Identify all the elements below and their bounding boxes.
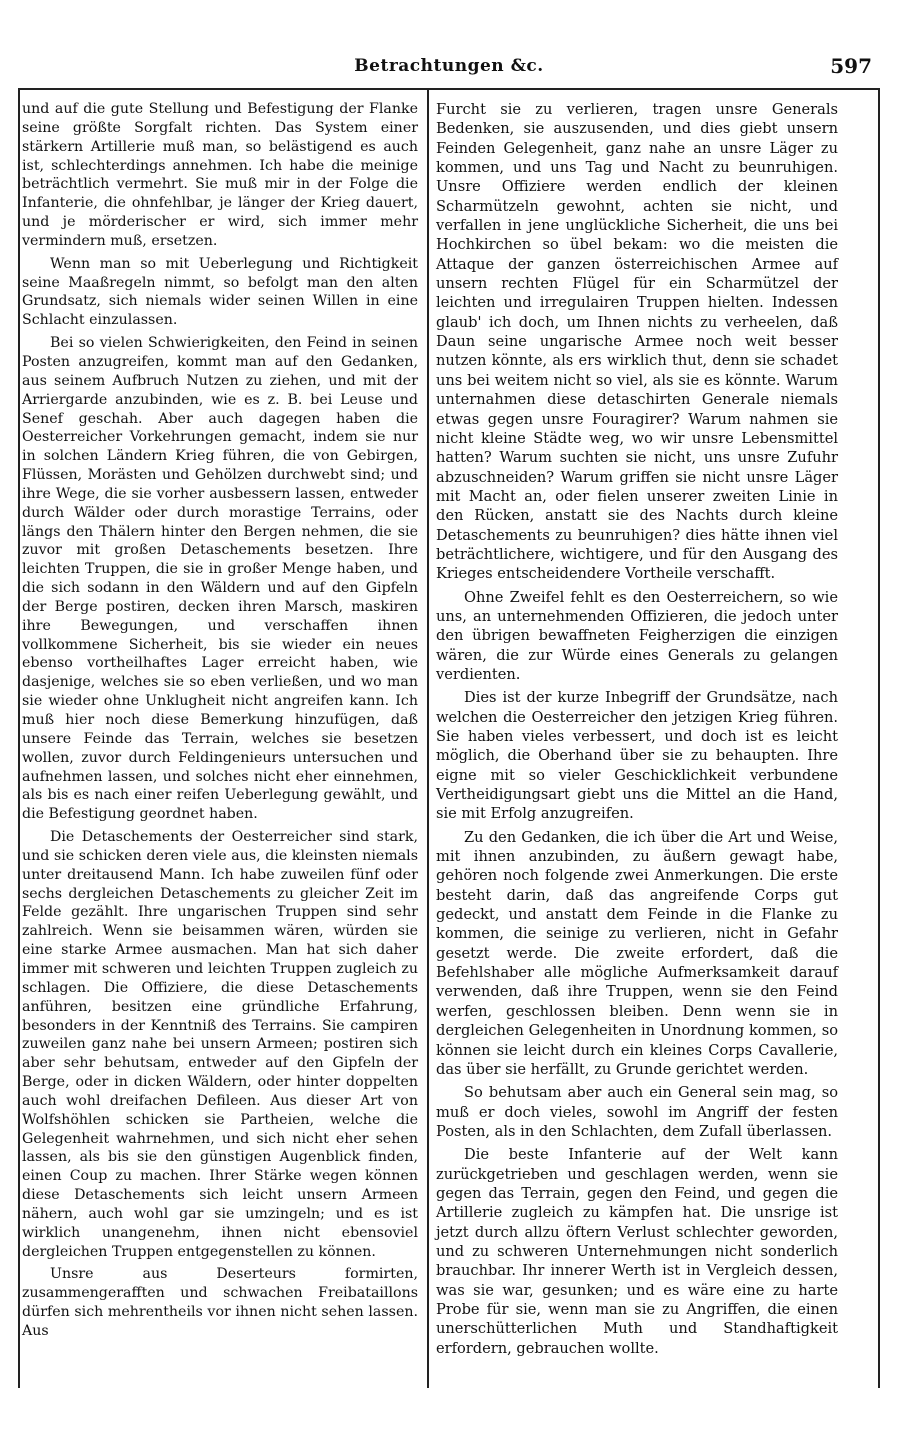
- left-text-column: [22, 100, 418, 1341]
- paragraph: Ohne Zweifel fehlt es den Oesterreichern, so wie uns, an unternehmenden Offizieren, die jedoch unter den übrigen bewaffneten Feigherzigen die einzigen wären, die zur Würde eines Generals zu gelangen verdienten.: [436, 588, 838, 683]
- paragraph: Bei so vielen Schwierigkeiten, den Feind in seinen Posten anzugreifen, kommt man auf den Gedanken, aus seinem Aufbruch Nutzen zu ziehen, und mit der Arriergarde anzubinden, wie es z. B. bei Leuse und Senef geschah. Aber auch dagegen haben die Oesterreicher Vorkehrungen gemacht, indem sie nur in solchen Ländern Krieg führen, die von Gebirgen, Flüssen, Morästen und Gehölzen durchwebt sind; und ihre Wege, die sie vorher ausbessern lassen, entweder durch Wälder oder durch morastige Terrains, oder längs den Thälern hinter den Bergen nehmen, die sie zuvor mit großen Detaschements besetzen. Ihre leichten Truppen, die sie in großer Menge haben, und die sich sodann in den Wäldern und auf den Gipfeln der Berge postiren, decken ihren Marsch, maskiren ihre Bewegungen, und verschaffen ihnen vollkommene Sicherheit, bis sie wieder ein neues ebenso vortheilhaftes Lager erreicht haben, wie dasjenige, welches sie so eben verließen, und wo man sie wieder ohne Unklugheit nicht angreifen kann. Ich muß hier noch diese Bemerkung hinzufügen, daß unsere Feinde das Terrain, welches sie besetzen wollen, zuvor durch Feldingenieurs untersuchen und aufnehmen lassen, und solches nicht eher einnehmen, als bis es nach einer reifen Ueberlegung gewählt, und die Befestigung geordnet haben.: [22, 335, 418, 823]
- paragraph: Wenn man so mit Ueberlegung und Richtigkeit seine Maaßregeln nimmt, so befolgt man den alten Grundsatz, sich niemals wider seinen Willen in eine Schlacht einzulassen.: [22, 255, 418, 329]
- right-text-column: [436, 100, 838, 1358]
- right-border-rule: [878, 88, 880, 1388]
- paragraph: Furcht sie zu verlieren, tragen unsre Generals Bedenken, sie auszusenden, und dies giebt unsern Feinden Gelegenheit, ganz nahe an unsre Läger zu kommen, und uns Tag und Nacht zu beunruhigen. Unsre Offiziere werden endlich der kleinen Scharmützeln gewohnt, achten sie nicht, und verfallen in jene unglückliche Sicherheit, die uns bei Hochkirchen so übel bekam: wo die meisten die Attaque der ganzen österreichischen Armee auf unsern rechten Flügel für ein Scharmützel der leichten und irregulairen Truppen hielten. Indessen glaub' ich doch, um Ihnen nichts zu verheelen, daß Daun seine ungarische Armee noch weit besser nutzen könnte, als ers wirklich thut, denn sie schadet uns bei weitem nicht so viel, als sie es könnte. Warum unternahmen diese detaschirten Generale niemals etwas gegen unsre Fouragirer? Warum nahmen sie nicht kleine Städte weg, wo wir unsre Lebensmittel hatten? Warum suchten sie nicht, uns unsre Zufuhr abzuschneiden? Warum griffen sie nicht unsre Läger mit Macht an, oder fielen unserer zweiten Linie in den Rücken, anstatt sie des Nachts durch kleine Detaschements zu beunruhigen? dies hätte ihnen viel beträchtlichere, wichtigere, und für den Ausgang des Krieges entscheidendere Vortheile verschafft.: [436, 101, 838, 583]
- paragraph: So behutsam aber auch ein General sein mag, so muß er doch vieles, sowohl im Angriff der festen Posten, als in den Schlachten, dem Zufall überlassen.: [436, 1084, 838, 1140]
- running-head: Betrachtungen &c.: [354, 56, 544, 76]
- column-divider-rule: [427, 88, 429, 1388]
- paragraph: Die beste Infanterie auf der Welt kann zurückgetrieben und geschlagen werden, wenn sie gegen das Terrain, gegen den Feind, und gegen die Artillerie zugleich zu kämpfen hat. Die unsrige ist jetzt durch allzu öftern Verlust schlechter geworden, und zu schweren Unternehmungen nicht sonderlich brauchbar. Ihr innerer Werth ist in Vergleich dessen, was sie war, gesunken; und es wäre eine zu harte Probe für sie, wenn man sie zu Angriffen, die einen unerschütterlichen Muth und Standhaftigkeit erfordern, gebrauchen wollte.: [436, 1146, 838, 1357]
- left-border-rule: [18, 88, 20, 1388]
- paragraph: Dies ist der kurze Inbegriff der Grundsätze, nach welchen die Oesterreicher den jetzigen Krieg führen. Sie haben vieles verbessert, und doch ist es leicht möglich, die Oberhand über sie zu behaupten. Ihre eigne mit so vieler Geschicklichkeit verbundene Vertheidigungsart giebt uns die Mittel an die Hand, sie mit Erfolg anzugreifen.: [436, 689, 838, 823]
- page-header: [18, 50, 880, 90]
- header-rule: [18, 88, 880, 90]
- paragraph: Die Detaschements der Oesterreicher sind stark, und sie schicken deren viele aus, die kleinsten niemals unter dreitausend Mann. Ich habe zuweilen fünf oder sechs dergleichen Detaschements zu gleicher Zeit im Felde gezählt. Ihre ungarischen Truppen sind sehr zahlreich. Wenn sie beisammen wären, würden sie eine starke Armee ausmachen. Man hat sich daher immer mit schweren und leichten Truppen zugleich zu schlagen. Die Offiziere, die diese Detaschements anführen, besitzen eine gründliche Erfahrung, besonders in der Kenntniß des Terrains. Sie campiren zuweilen ganz nahe bei unsern Armeen; postiren sich aber sehr behutsam, entweder auf den Gipfeln der Berge, oder in dicken Wäldern, oder hinter doppelten auch wohl dreifachen Defileen. Aus dieser Art von Wolfshöhlen schicken sie Partheien, welche die Gelegenheit wahrnehmen, und sich nicht eher sehen lassen, als bis sie den günstigen Augenblick finden, einen Coup zu machen. Ihrer Stärke wegen können diese Detaschements sich leicht unsern Armeen nähern, auch wohl gar sie umzingeln; und es ist wirklich unangenehm, ihnen nicht ebensoviel dergleichen Truppen entgegenstellen zu können.: [22, 829, 418, 1260]
- page-number: 597: [830, 54, 872, 78]
- paragraph: Unsre aus Deserteurs formirten, zusammengerafften und schwachen Freibataillons dürfen sich mehrentheils vor ihnen nicht sehen lassen. Aus: [22, 1266, 418, 1339]
- paragraph: Zu den Gedanken, die ich über die Art und Weise, mit ihnen anzubinden, zu äußern gewagt habe, gehören noch folgende zwei Anmerkungen. Die erste besteht darin, daß das angreifende Corps gut gedeckt, und anstatt dem Feinde in die Flanke zu kommen, die seinige zu verlieren, nicht in Gefahr gesetzt werde. Die zweite erfordert, daß die Befehlshaber alle mögliche Aufmerksamkeit darauf verwenden, daß ihre Truppen, wenn sie den Feind werfen, geschlossen bleiben. Denn wenn sie in dergleichen Gelegenheiten in Unordnung kommen, so können sie leicht durch ein kleines Corps Cavallerie, das über sie herfällt, zu Grunde gerichtet werden.: [436, 828, 838, 1078]
- paragraph: und auf die gute Stellung und Befestigung der Flanke seine größte Sorgfalt richten. Das System einer stärkern Artillerie muß man, so belästigend es auch ist, schlechterdings annehmen. Ich habe die meinige beträchtlich vermehrt. Sie muß mir in der Folge die Infanterie, die ohnfehlbar, je länger der Krieg dauert, und je mörderischer er wird, sich immer mehr vermindern muß, ersetzen.: [22, 101, 418, 249]
